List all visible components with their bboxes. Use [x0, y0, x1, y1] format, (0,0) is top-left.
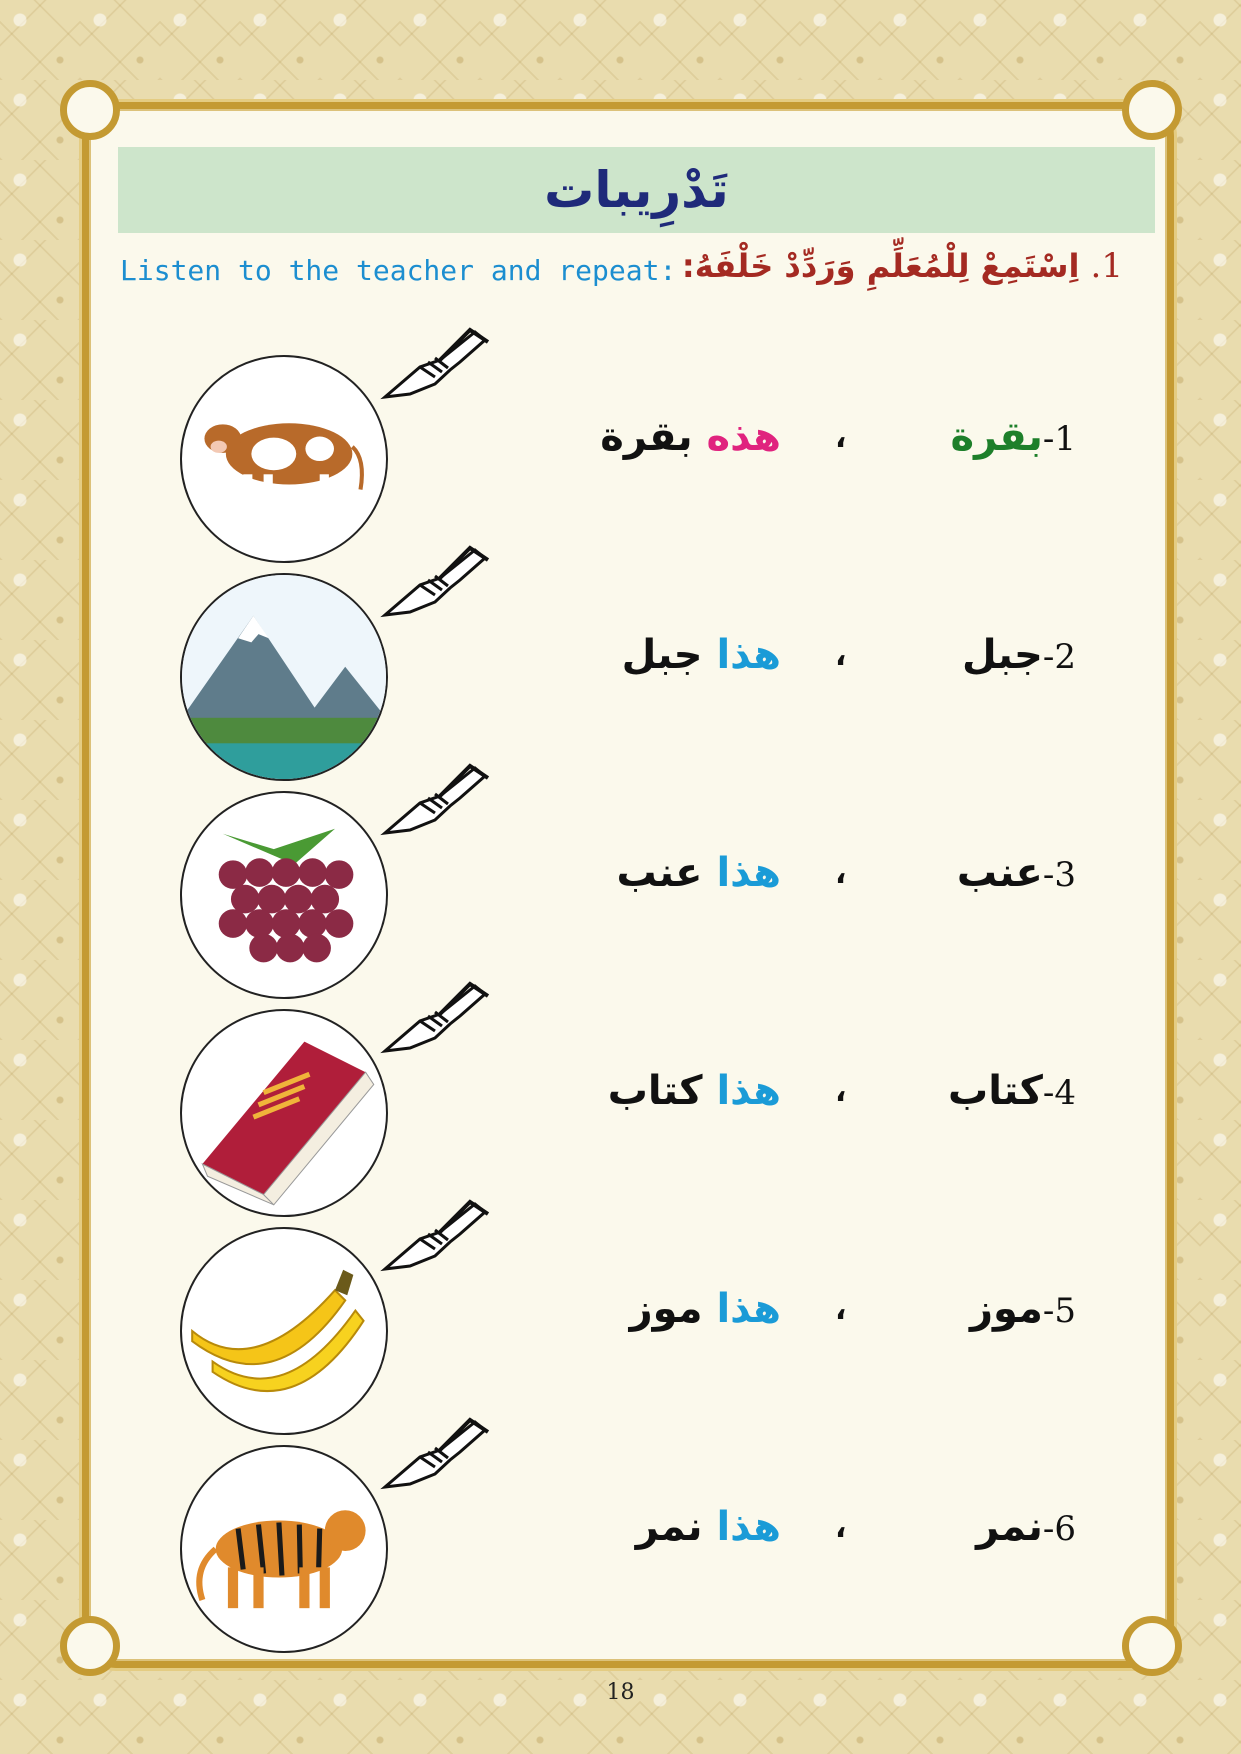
item-2-comma: ، — [835, 638, 847, 673]
item-5-phrase-word: موز — [629, 1286, 703, 1332]
title-bar — [118, 147, 1155, 233]
bananas-image — [180, 1227, 388, 1435]
item-4-number: 4 — [1054, 1073, 1076, 1113]
item-2-demonstrative: هذا — [716, 632, 781, 678]
item-4-comma: ، — [835, 1074, 847, 1109]
item-4-word-text: كتاب — [948, 1068, 1043, 1114]
item-3-word: 3-عنب — [956, 850, 1076, 896]
item-1-word-text: بقرة — [950, 414, 1043, 460]
item-3-phrase — [617, 850, 782, 896]
pointing-hand-icon — [380, 758, 490, 838]
tiger-image — [180, 1445, 388, 1653]
mountain-image — [180, 573, 388, 781]
pointing-hand-icon — [380, 540, 490, 620]
instruction-english: Listen to the teacher and repeat: — [120, 254, 677, 287]
item-5-demonstrative: هذا — [716, 1286, 781, 1332]
instruction-arabic-text: اِسْتَمِعْ لِلْمُعَلِّمِ وَرَدِّدْ خَلْفَهُ: — [681, 247, 1080, 285]
item-2-number: 2 — [1054, 637, 1076, 677]
item-5-number: 5 — [1054, 1291, 1076, 1331]
item-2-word: 2-جبل — [962, 632, 1076, 678]
item-6-phrase — [636, 1504, 781, 1550]
item-6-phrase-word: نمر — [635, 1504, 703, 1550]
item-5-word: 5-موز — [969, 1286, 1076, 1332]
item-3-phrase-word: عنب — [616, 850, 703, 896]
page-number: 18 — [606, 1680, 635, 1705]
item-3-demonstrative: هذا — [716, 850, 781, 896]
item-6-word: 6-نمر — [976, 1504, 1076, 1550]
pointing-hand-icon — [380, 1412, 490, 1492]
cow-image — [180, 355, 388, 563]
frame-corner-top-left — [60, 80, 120, 140]
pointing-hand-icon — [380, 976, 490, 1056]
item-4-demonstrative: هذا — [716, 1068, 781, 1114]
item-3-word-text: عنب — [956, 850, 1043, 896]
instruction-number: 1. — [1090, 246, 1123, 286]
grapes-image — [180, 791, 388, 999]
pointing-hand-icon — [380, 1194, 490, 1274]
item-2-word-text: جبل — [962, 632, 1043, 678]
instruction-arabic — [682, 246, 1123, 286]
item-1-demonstrative: هذه — [706, 414, 781, 460]
item-1-word: 1-بقرة — [950, 414, 1076, 460]
frame-corner-top-right — [1122, 80, 1182, 140]
item-5-word-text: موز — [969, 1286, 1043, 1332]
item-6-number: 6 — [1054, 1509, 1076, 1549]
item-5-comma: ، — [835, 1292, 847, 1327]
item-1-number: 1 — [1054, 419, 1076, 459]
frame-corner-bottom-left — [60, 1616, 120, 1676]
item-2-phrase — [622, 632, 781, 678]
page-title: تَدْرِيبات — [544, 161, 729, 219]
item-5-phrase — [630, 1286, 781, 1332]
item-1-comma: ، — [835, 420, 847, 455]
item-6-demonstrative: هذا — [716, 1504, 781, 1550]
book-image — [180, 1009, 388, 1217]
item-1-phrase — [600, 414, 781, 460]
item-6-word-text: نمر — [976, 1504, 1043, 1550]
frame-corner-bottom-right — [1122, 1616, 1182, 1676]
item-4-phrase-word: كتاب — [607, 1068, 703, 1114]
item-2-phrase-word: جبل — [621, 632, 703, 678]
pointing-hand-icon — [380, 322, 490, 402]
item-3-number: 3 — [1054, 855, 1076, 895]
item-1-phrase-word: بقرة — [600, 414, 693, 460]
item-3-comma: ، — [835, 856, 847, 891]
item-4-phrase — [608, 1068, 781, 1114]
item-4-word: 4-كتاب — [948, 1068, 1076, 1114]
item-6-comma: ، — [835, 1510, 847, 1545]
